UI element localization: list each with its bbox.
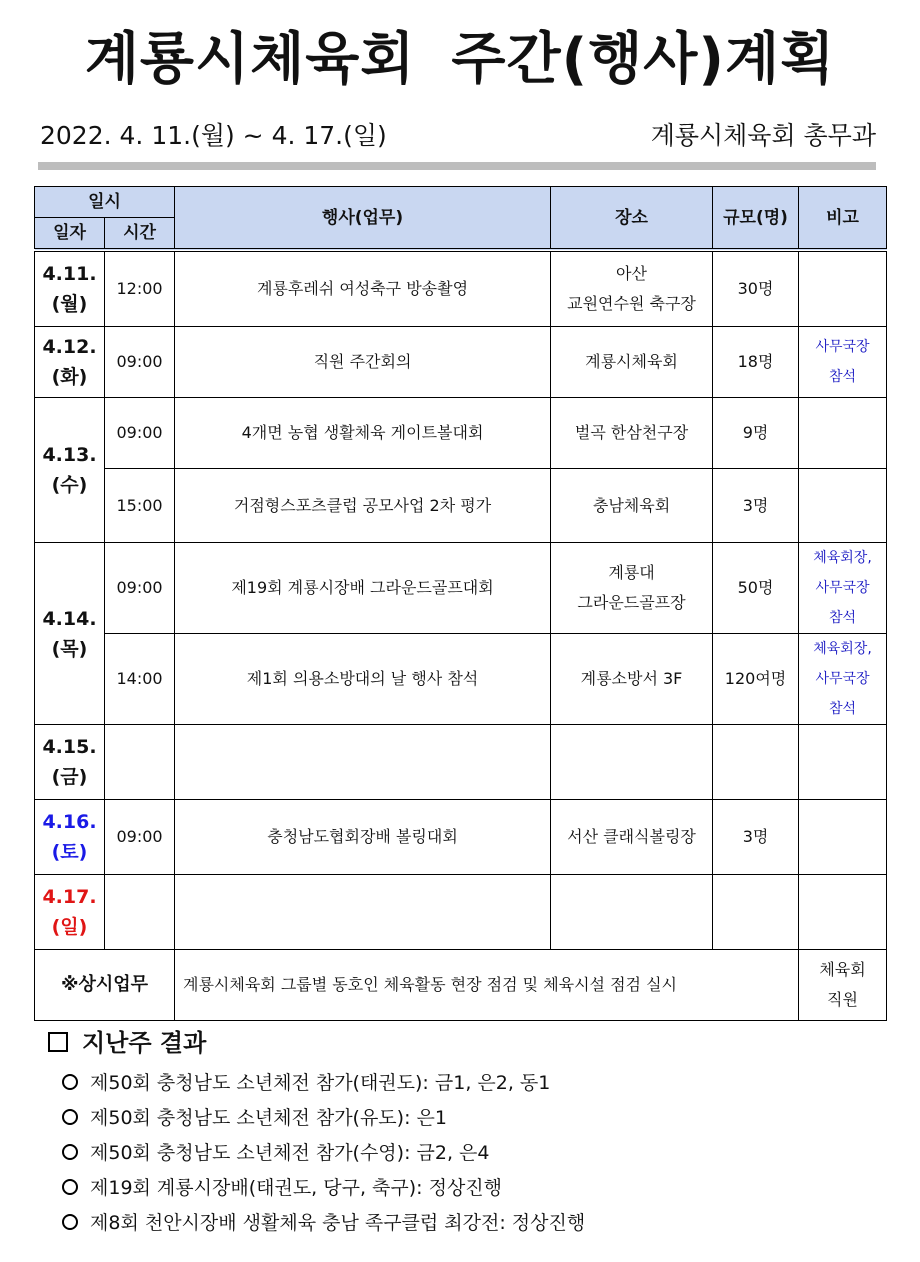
note-cell [799, 398, 887, 469]
event-cell: 4개면 농협 생활체육 게이트볼대회 [175, 398, 551, 469]
place-cell [551, 725, 713, 800]
time-cell: 09:00 [105, 543, 175, 634]
note-cell [799, 250, 887, 327]
event-cell: 충청남도협회장배 볼링대회 [175, 800, 551, 875]
header-size: 규모(명) [713, 187, 799, 251]
circle-bullet-icon [62, 1179, 78, 1195]
header-datetime: 일시 [35, 187, 175, 218]
place-cell: 계룡시체육회 [551, 327, 713, 398]
time-cell: 09:00 [105, 398, 175, 469]
event-cell: 직원 주간회의 [175, 327, 551, 398]
circle-bullet-icon [62, 1109, 78, 1125]
circle-bullet-icon [62, 1214, 78, 1230]
size-cell: 120여명 [713, 634, 799, 725]
place-cell: 충남체육회 [551, 469, 713, 543]
date-cell: 4.11. (월) [35, 250, 105, 327]
event-cell: 제1회 의용소방대의 날 행사 참석 [175, 634, 551, 725]
note-cell [799, 725, 887, 800]
header-place: 장소 [551, 187, 713, 251]
time-cell: 15:00 [105, 469, 175, 543]
list-item: 제8회 천안시장배 생활체육 충남 족구클럽 최강전: 정상진행 [62, 1206, 585, 1241]
place-cell: 아산 교원연수원 축구장 [551, 250, 713, 327]
period-text: 2022. 4. 11.(월) ~ 4. 17.(일) [40, 121, 387, 150]
event-cell [175, 875, 551, 950]
routine-label: ※상시업무 [35, 950, 175, 1021]
list-item: 제50회 충청남도 소년체전 참가(태권도): 금1, 은2, 동1 [62, 1066, 585, 1101]
table-row [35, 398, 887, 469]
place-cell: 벌곡 한삼천구장 [551, 398, 713, 469]
list-item: 제19회 계룡시장배(태권도, 당구, 축구): 정상진행 [62, 1171, 585, 1206]
date-cell: 4.13. (수) [35, 398, 105, 543]
header-event: 행사(업무) [175, 187, 551, 251]
note-cell: 체육회장, 사무국장 참석 [799, 543, 887, 634]
routine-task: 계룡시체육회 그룹별 동호인 체육활동 현장 점검 및 체육시설 점검 실시 [175, 950, 799, 1021]
list-item: 제50회 충청남도 소년체전 참가(수영): 금2, 은4 [62, 1136, 585, 1171]
results-list [62, 1066, 585, 1241]
date-cell: 4.14. (목) [35, 543, 105, 725]
note-cell [799, 800, 887, 875]
place-cell: 서산 클래식볼링장 [551, 800, 713, 875]
size-cell: 50명 [713, 543, 799, 634]
time-cell: 09:00 [105, 327, 175, 398]
circle-bullet-icon [62, 1144, 78, 1160]
event-cell: 제19회 계룡시장배 그라운드골프대회 [175, 543, 551, 634]
page-title: 계룡시체육회 주간(행사)계획 [84, 27, 836, 92]
table-row [35, 800, 887, 875]
date-cell: 4.17. (일) [35, 875, 105, 950]
place-cell [551, 875, 713, 950]
note-cell [799, 875, 887, 950]
list-item: 제50회 충청남도 소년체전 참가(유도): 은1 [62, 1101, 585, 1136]
table-row [35, 634, 887, 725]
routine-note: 체육회 직원 [799, 950, 887, 1021]
size-cell: 9명 [713, 398, 799, 469]
size-cell [713, 725, 799, 800]
size-cell: 3명 [713, 469, 799, 543]
header-date: 일자 [35, 218, 105, 251]
table-row [35, 725, 887, 800]
place-cell: 계룡소방서 3F [551, 634, 713, 725]
date-cell: 4.15. (금) [35, 725, 105, 800]
date-cell: 4.12. (화) [35, 327, 105, 398]
size-cell [713, 875, 799, 950]
square-bullet-icon [48, 1032, 68, 1052]
date-cell: 4.16. (토) [35, 800, 105, 875]
department-text: 계룡시체육회 총무과 [650, 121, 876, 150]
event-cell: 계룡후레쉬 여성축구 방송촬영 [175, 250, 551, 327]
event-cell [175, 725, 551, 800]
place-cell: 계룡대 그라운드골프장 [551, 543, 713, 634]
routine-row [35, 950, 887, 1021]
circle-bullet-icon [62, 1074, 78, 1090]
table-row [35, 875, 887, 950]
size-cell: 30명 [713, 250, 799, 327]
time-cell [105, 725, 175, 800]
note-cell: 사무국장 참석 [799, 327, 887, 398]
note-cell [799, 469, 887, 543]
header-divider [38, 162, 876, 170]
note-cell: 체육회장, 사무국장 참석 [799, 634, 887, 725]
time-cell: 14:00 [105, 634, 175, 725]
table-row [35, 469, 887, 543]
size-cell: 18명 [713, 327, 799, 398]
schedule-table [34, 186, 887, 1021]
time-cell: 09:00 [105, 800, 175, 875]
header-time: 시간 [105, 218, 175, 251]
time-cell [105, 875, 175, 950]
event-cell: 거점형스포츠클럽 공모사업 2차 평가 [175, 469, 551, 543]
header-remarks: 비고 [799, 187, 887, 251]
size-cell: 3명 [713, 800, 799, 875]
time-cell: 12:00 [105, 250, 175, 327]
table-row [35, 543, 887, 634]
table-row [35, 327, 887, 398]
results-heading: 지난주 결과 [48, 1026, 206, 1060]
table-row [35, 250, 887, 327]
